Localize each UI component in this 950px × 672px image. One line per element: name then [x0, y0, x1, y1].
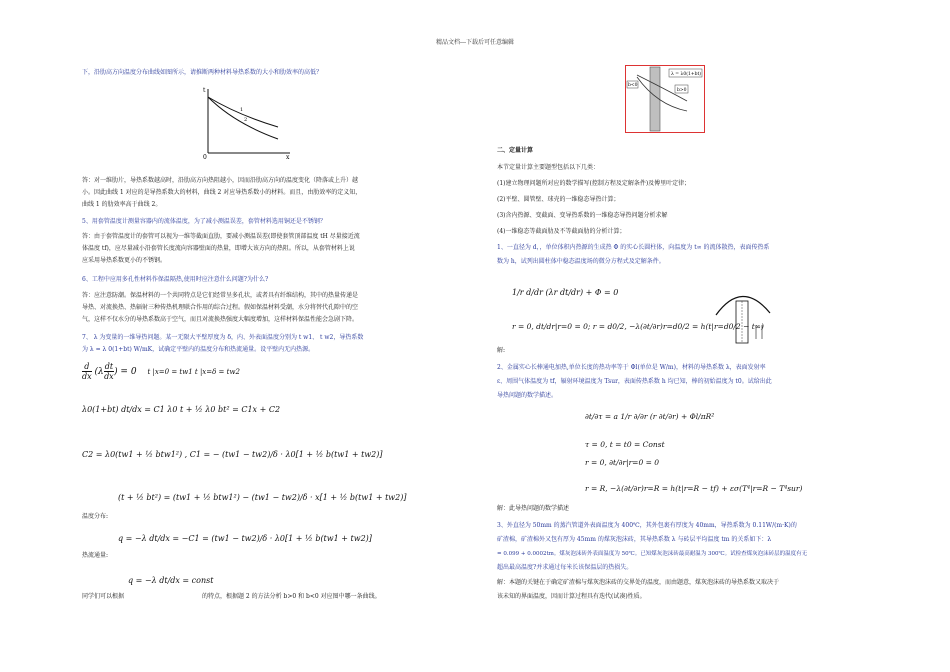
- problem-1-line2: 数为 h，试列出圆柱体中稳态温度场的微分方程式及定解条件。: [497, 258, 665, 265]
- section-intro: 本节定量计算主要题型包括以下几类：: [497, 164, 600, 171]
- problem-1-line1: 1、一直径为 d，，单位体积内热源的生成热 Φ 的实心长圆柱体，向温度为 t∞ 的流体散热，表面传热系: [497, 244, 770, 251]
- topic-item-1: (1)建立物理问题所对应的数学描写(控制方程及定解条件)及傅里叶定律；: [497, 180, 691, 187]
- equation-rod-surface: r = R, −λ(∂t/∂r)r=R = h(t|r=R − tf) + εσ(T⁴|r=R − T⁴sur): [585, 484, 803, 493]
- topic-item-2: (2)平壁、圆管壁、球壳的一维稳态导热计算；: [497, 196, 620, 203]
- fig2-label-b-neg: b<0: [628, 83, 638, 88]
- equation-boundary: t |x=0 = tw1 t |x=δ = tw2: [147, 368, 240, 376]
- question-7-line1: 7、 λ 为变量的一维导热问题。某一无限大平壁厚度为 δ，内、外表面温度分别为 t w1、 t w2，导热系数: [82, 334, 364, 341]
- equation-heat-flux: q = −λ dt/dx = −C1 = (tw1 − tw2)/δ · λ0[1 + ½ b(tw1 + tw2)]: [118, 534, 372, 543]
- fig2-label-b-pos: b>0: [677, 88, 687, 93]
- answer-fin-line2: 小。因此曲线 1 对应的是导热系数大的材料，曲线 2 对应导热系数小的材料。而且，由肋效率的定义知，: [82, 189, 362, 196]
- problem-2-solution: 解：此导热问题的数学描述: [497, 505, 570, 512]
- answer-6-line1: 答：应注意防潮。保温材料的一个共同特点是它们经常呈多孔状，或者具有纤维结构，其中的热量传递是: [82, 292, 359, 299]
- closing-text-a: 同学们可以根据: [82, 593, 125, 600]
- variable-conductivity-figure: [625, 65, 705, 133]
- problem-3-line4: 超出最高温度?并求通过每米长该保温层的热损失。: [497, 564, 633, 571]
- fig1-curve1: 1: [240, 107, 244, 113]
- answer-fin-line1: 答：对一维肋片，导热系数越高时，沿肋高方向热阻越小，因而沿肋高方向的温度变化（降落或上升）越: [82, 177, 359, 184]
- equation-rod-initial: τ = 0, t = t0 = Const: [585, 440, 665, 449]
- question-7-line2: 为 λ = λ 0(1+bt) W/mK，试确定平壁内的温度分布和热流通量。设平壁内无内热源。: [82, 346, 315, 353]
- section-title: 二、定量计算: [497, 147, 534, 154]
- solution-label: 解:: [497, 347, 506, 354]
- equation-integrated: λ0(1+bt) dt/dx = C1 λ0 t + ½ λ0 bt² = C1x + C2: [82, 405, 281, 414]
- equation-cylinder: 1/r d/dr (λr dt/dr) + Φ = 0: [512, 288, 619, 297]
- problem-3-solution-line1: 解：本题的关键在于确定矿渣棉与煤灰泡沫砖的交界处的温度，而由题意，煤灰泡沫砖的导热系数又取决于: [497, 579, 780, 586]
- fig2-top-label: λ = λ0(1+bt): [671, 72, 702, 77]
- label-temperature-distribution: 温度分布:: [82, 513, 109, 520]
- equation-rod-governing: ∂t/∂τ = a 1/r ∂/∂r (r ∂t/∂r) + Φl/πR²: [585, 412, 715, 421]
- answer-5-line3: 应采用导热系数更小的不锈钢。: [82, 257, 167, 264]
- equation-cylinder-bc: r = 0, dt/dr|r=0 = 0; r = d0/2, −λ(∂t/∂r)r=d0/2 = h(t|r=d0/2 − t∞): [512, 322, 764, 331]
- fig1-t-label: t: [203, 87, 206, 94]
- equation-distribution: (t + ½ bt²) = (tw1 + ½ btw1²) − (tw1 − tw2)/δ · x[1 + ½ b(tw1 + tw2)]: [118, 493, 407, 502]
- cylinder-figure: [712, 285, 774, 345]
- answer-6-line2: 导热、对流换热、热辐射三种传热机理联合作用的综合过程。假如保温材料受潮，水分将替代孔隙中的空: [82, 304, 359, 311]
- fig1-x-label: x: [286, 154, 290, 161]
- problem-3-line3: = 0.099 + 0.0002tm。煤灰泡沫砖外表面温度为 50℃。已知煤灰泡沫砖最高耐温为 300℃。试检查煤灰泡沫砖层的温度有无: [497, 551, 808, 557]
- answer-fin-line3: 曲线 1 的肋效率高于曲线 2。: [82, 201, 162, 208]
- problem-3-line2: 矿渣棉，矿渣棉外又包有厚为 45mm 的煤灰泡沫砖，其导热系数 λ 与砖层平均温度 tm 的关系如下：λ: [497, 536, 772, 543]
- answer-5-line1: 答：由于套管温度计的套管可以视为一维等截面直肋，要减小测温误差(即使套管顶部温度 tH 尽量接近流: [82, 233, 360, 240]
- page-header: 精品文档---下载后可任意编辑: [435, 39, 515, 46]
- question-5: 5、用套管温度计测量容器内的流体温度，为了减小测温误差，套管材料选用铜还是不锈钢？: [82, 218, 326, 225]
- answer-5-line2: 体温度 tf)，应尽量减小沿套管长度流向容器壁面的热量，即增大该方向的热阻。所以，从套管材料上说: [82, 245, 355, 252]
- problem-2-line2: ε、周围气体温度为 tf，辐射环境温度为 Tsur，表面传热系数 h 均已知，棒的初始温度为 t0。试给出此: [497, 378, 772, 385]
- fin-temperature-figure: [198, 83, 293, 161]
- fig1-origin: 0: [203, 154, 207, 161]
- topic-item-4: (4)一维稳态等截面肋及不等截面肋的分析计算；: [497, 228, 626, 235]
- topic-item-3: (3)含内热源、变截面、变导热系数的一维稳态导热问题分析求解: [497, 212, 668, 219]
- problem-3-line1: 3、外直径为 50mm 的蒸汽管道外表面温度为 400℃，其外包裹有厚度为 40mm，导热系数为 0.11W/(m·K)的: [497, 522, 797, 529]
- problem-2-line1: 2、金属实心长棒通电加热,单位长度的热功率等于 Φl(单位是 W/m)，材料的导热系数 λ，表面发射率: [497, 364, 766, 371]
- label-heat-flux: 热流通量:: [82, 552, 109, 559]
- equation-rod-center: r = 0, ∂t/∂r|r=0 = 0: [585, 458, 660, 467]
- equation-governing: $\frac{d}{dx}$ (λ $\frac{dt}{dx}$ ) = 0 t |x=0 = tw1 t |x=δ = tw2: [82, 362, 240, 381]
- question-6: 6、工程中应用多孔性材料作保温隔热,使用时应注意什么问题?为什么?: [82, 276, 269, 283]
- equation-const: q = −λ dt/dx = const: [128, 576, 214, 585]
- fig1-curve2: 2: [244, 117, 248, 123]
- equation-constants: C2 = λ0(tw1 + ½ btw1²) , C1 = − (tw1 − tw2)/δ · λ0[1 + ½ b(tw1 + tw2)]: [82, 450, 383, 459]
- question-fin: 下，沿肋高方向温度分布曲线如图所示，请推断两种材料导热系数的大小和肋效率的高低？: [82, 69, 323, 76]
- problem-2-line3: 导热问题的数学描述。: [497, 392, 558, 399]
- answer-6-line3: 气，这样不仅水分的导热系数高于空气，而且对流换热强度大幅度增加，这样材料保温性能会急剧下降。: [82, 316, 359, 323]
- problem-3-solution-line2: 该未知的界面温度，因而计算过程具有迭代(试凑)性质。: [497, 593, 646, 600]
- closing-text-b: 的特点，根据题 2 的方法分析 b>0 和 b<0 对应图中哪一条曲线。: [202, 593, 381, 600]
